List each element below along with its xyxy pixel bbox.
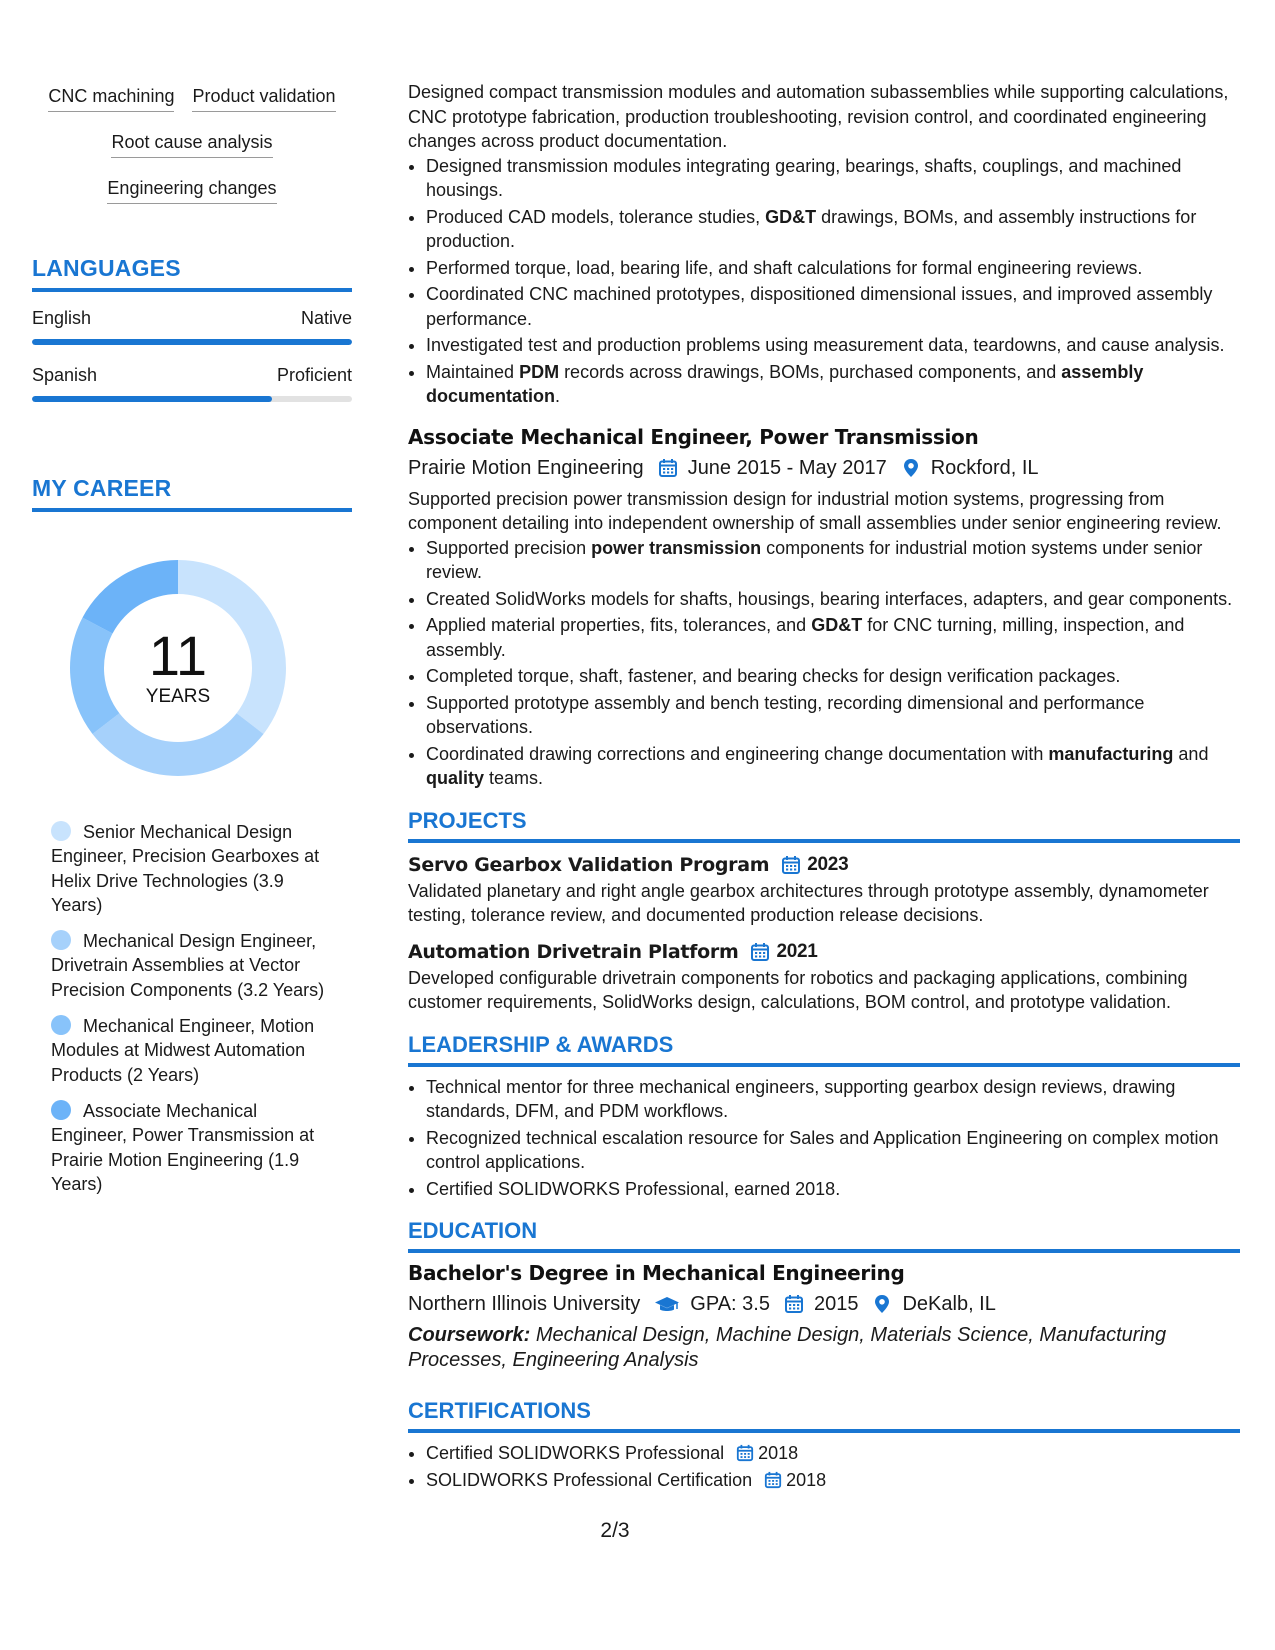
skill-tag: Product validation (192, 84, 335, 112)
career-legend-label: Mechanical Engineer, Motion Modules at Midwest Automation Products (2 Years) (51, 1016, 315, 1085)
leadership-item: • Recognized technical escalation resource for Sales and Application Engineering on complex motion control applications. (426, 1126, 1240, 1175)
bullet-text: and (1173, 743, 1209, 764)
job-summary: Supported precision power transmission design for industrial motion systems, progressing from component detailing into independent ownership of small assemblies under senior engineering review. (408, 488, 1222, 533)
certification-name: • Certified SOLIDWORKS Professional (426, 1443, 725, 1463)
career-donut-chart (66, 556, 290, 780)
project-year: 2021 (776, 940, 818, 962)
education-meta (408, 1289, 1240, 1319)
bullet-emphasis: quality (426, 768, 485, 788)
location-pin-icon (872, 1294, 892, 1314)
language-name: English (32, 308, 92, 328)
career-heading: MY CAREER (32, 474, 352, 512)
job-bullet (426, 360, 1240, 409)
certification-year: 2018 (786, 1469, 827, 1490)
project-title-row (408, 851, 1240, 879)
career-legend-label: Senior Mechanical Design Engineer, Precision Gearboxes at Helix Drive Technologies (3.9 Years) (51, 822, 320, 915)
legend-dot (51, 930, 71, 950)
education-heading: EDUCATION (408, 1217, 1240, 1253)
job-bullet (426, 282, 1240, 331)
coursework-label: Coursework: (408, 1324, 531, 1346)
calendar-icon (658, 458, 678, 478)
bullet-emphasis: manufacturing (1048, 743, 1174, 764)
legend-dot (51, 821, 71, 841)
job-summary: Designed compact transmission modules and automation subassemblies while supporting calculations, CNC prototype fabrication, production troubleshooting, revision control, and coordinated engineering changes across product documentation. (408, 82, 1229, 151)
project-item (408, 938, 1240, 1015)
job-bullet (426, 742, 1240, 791)
job-bullet (426, 587, 1240, 612)
skill-tag: Root cause analysis (111, 130, 272, 158)
bullet-text: components for industrial motion systems under senior review. (426, 537, 1203, 582)
bullet-text: Coordinated CNC machined prototypes, dispositioned dimensional issues, and improved assembly performance. (426, 284, 1213, 329)
career-years-label: YEARS (145, 686, 211, 707)
project-item (408, 851, 1240, 928)
school-location: DeKalb, IL (902, 1293, 996, 1315)
language-bar-fill (32, 339, 352, 345)
job-bullet (426, 333, 1240, 358)
bullet-emphasis: power transmission (591, 537, 762, 558)
bullet-emphasis: assembly documentation (426, 361, 1144, 406)
job-bullet (426, 691, 1240, 740)
leadership-item: • Certified SOLIDWORKS Professional, earned 2018. (426, 1177, 1240, 1202)
leadership-item: • Technical mentor for three mechanical engineers, supporting gearbox design reviews, drawing standards, DFM, and PDM workflows. (426, 1075, 1240, 1124)
job-bullet (426, 154, 1240, 203)
bullet-text: Created SolidWorks models for shafts, housings, bearing interfaces, adapters, and gear components. (426, 588, 1233, 609)
gpa: GPA: 3.5 (690, 1293, 770, 1315)
career-legend-item (51, 929, 333, 1002)
job-bullet (426, 536, 1240, 585)
languages-heading: LANGUAGES (32, 254, 352, 292)
bullet-text: Supported prototype assembly and bench testing, recording dimensional and performance observations. (426, 692, 1145, 737)
certifications-list (408, 1441, 1240, 1492)
project-name: Automation Drivetrain Platform (408, 940, 739, 963)
bullet-emphasis: GD&T (811, 615, 863, 635)
coursework-list: Mechanical Design, Machine Design, Materials Science, Manufacturing Processes, Engineering Analysis (408, 1324, 1167, 1371)
bullet-text: Supported precision (426, 537, 592, 558)
skill-tag: CNC machining (48, 84, 174, 112)
bullet-text: Completed torque, shaft, fastener, and bearing checks for design verification packages. (426, 666, 1121, 686)
job-bullet (426, 613, 1240, 662)
career-legend-label: Mechanical Design Engineer, Drivetrain Assemblies at Vector Precision Components (3.2 Years) (51, 931, 325, 1000)
legend-dot (51, 1015, 71, 1035)
job-bullets (408, 154, 1240, 409)
page-number: 2/3 (600, 1519, 630, 1542)
donut-segment (82, 560, 178, 633)
skills-list (32, 84, 352, 204)
language-name: Spanish (32, 365, 98, 385)
bullet-emphasis: PDM (519, 361, 560, 382)
language-item (32, 365, 352, 402)
job-bullet (426, 256, 1240, 281)
project-year: 2023 (807, 853, 849, 875)
project-name: Servo Gearbox Validation Program (408, 853, 770, 876)
certification-item (426, 1468, 1240, 1493)
job-title: Associate Mechanical Engineer, Power Transmission (408, 424, 979, 449)
school-name: Northern Illinois University (408, 1293, 641, 1315)
main-content (408, 80, 1240, 1494)
skill-tag: Engineering changes (107, 176, 276, 204)
project-description: Validated planetary and right angle gearbox architectures through prototype assembly, dynamometer testing, tolerance review, and documented production release decisions. (408, 880, 1209, 925)
career-legend-item (51, 820, 333, 917)
language-bar (32, 396, 352, 402)
certification-item (426, 1441, 1240, 1466)
calendar-icon (781, 855, 801, 875)
legend-dot (51, 1100, 71, 1120)
language-bar-fill (32, 396, 272, 402)
bullet-text: for CNC turning, milling, inspection, and assembly. (426, 615, 1185, 660)
bullet-text: . (555, 386, 561, 406)
coursework (408, 1323, 1240, 1373)
certification-name: • SOLIDWORKS Professional Certification (426, 1469, 753, 1490)
career-legend-item (51, 1014, 333, 1087)
bullet-text: Performed torque, load, bearing life, and shaft calculations for formal engineering reviews. (426, 257, 1143, 278)
leadership-heading: LEADERSHIP & AWARDS (408, 1031, 1240, 1067)
calendar-icon (736, 1444, 754, 1462)
career-legend (51, 820, 333, 1196)
job-bullet (426, 664, 1240, 689)
sidebar (32, 84, 352, 1208)
graduation-year: 2015 (813, 1293, 859, 1315)
bullet-text: Investigated test and production problems using measurement data, teardowns, and cause analysis. (426, 335, 1225, 355)
certifications-heading: CERTIFICATIONS (408, 1397, 1240, 1433)
calendar-icon (764, 1471, 782, 1489)
job-dates: June 2015 - May 2017 (687, 456, 887, 479)
degree-title: Bachelor's Degree in Mechanical Engineering (408, 1261, 905, 1285)
bullet-emphasis: GD&T (765, 206, 817, 227)
bullet-text: Maintained (426, 361, 520, 382)
project-description: Developed configurable drivetrain components for robotics and packaging applications, combining customer requirements, SolidWorks design, calculations, BOM control, and prototype validation. (408, 967, 1188, 1012)
career-legend-item (51, 1099, 333, 1196)
career-legend-label: Associate Mechanical Engineer, Power Transmission at Prairie Motion Engineering (1.9 Years) (51, 1100, 315, 1194)
language-item (32, 308, 352, 345)
language-level: Native (300, 308, 352, 328)
language-bar (32, 339, 352, 345)
graduation-cap-icon (654, 1294, 680, 1314)
bullet-text: Designed transmission modules integrating gearing, bearings, shafts, couplings, and machined housings. (426, 155, 1182, 200)
job-meta (408, 453, 1240, 483)
donut-segment (92, 713, 263, 776)
bullet-text: drawings, BOMs, and assembly instructions for production. (426, 206, 1197, 251)
bullet-text: Coordinated drawing corrections and engineering change documentation with (426, 743, 1049, 764)
location-pin-icon (901, 458, 921, 478)
projects-heading: PROJECTS (408, 807, 1240, 843)
leadership-list (408, 1075, 1240, 1202)
company-name: Prairie Motion Engineering (408, 456, 644, 479)
bullet-text: Applied material properties, fits, tolerances, and (426, 615, 812, 635)
job-bullet (426, 205, 1240, 254)
project-title-row (408, 938, 1240, 966)
calendar-icon (784, 1294, 804, 1314)
language-level: Proficient (276, 365, 352, 385)
bullet-text: records across drawings, BOMs, purchased components, and (559, 361, 1062, 382)
job-bullets (408, 536, 1240, 791)
certification-year: 2018 (758, 1443, 799, 1463)
job-location: Rockford, IL (930, 456, 1039, 479)
calendar-icon (750, 942, 770, 962)
bullet-text: teams. (484, 768, 544, 788)
career-total-years: 11 (148, 624, 208, 687)
bullet-text: Produced CAD models, tolerance studies, (426, 206, 766, 227)
